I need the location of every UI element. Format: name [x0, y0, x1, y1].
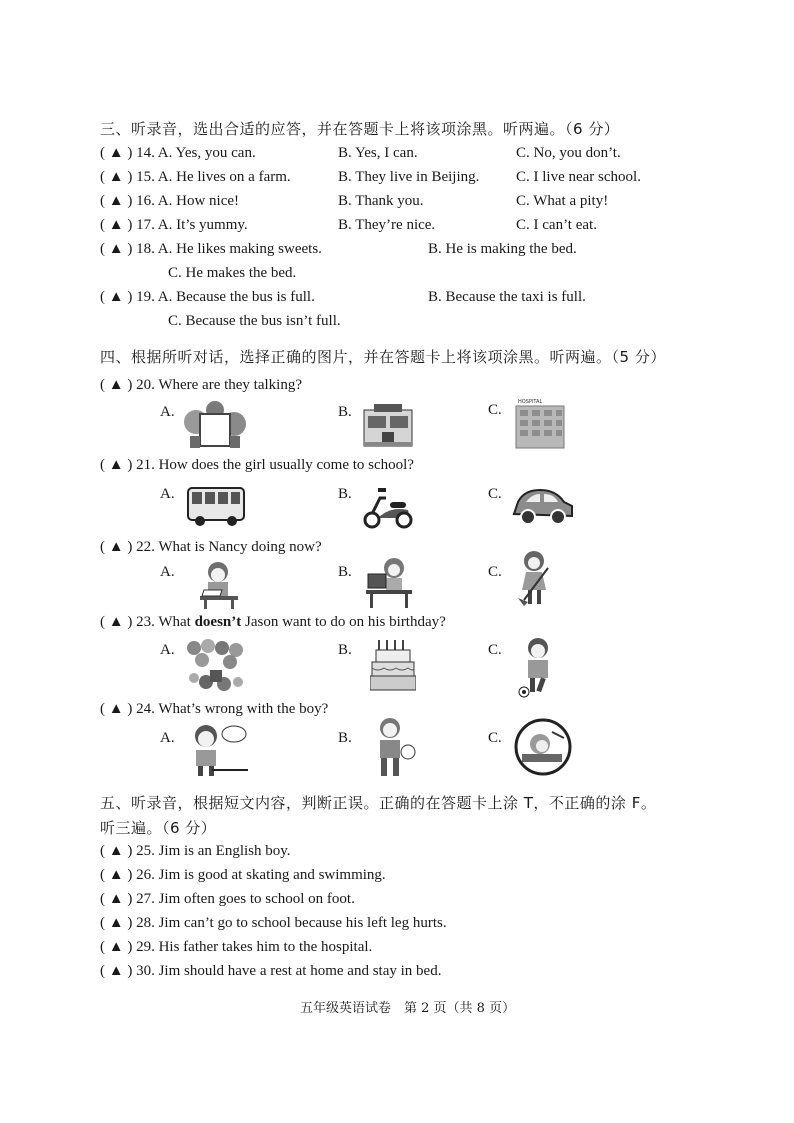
q16-option-b: B. Thank you. — [338, 193, 424, 209]
answer-mark: ( ▲ ) — [100, 145, 133, 161]
question-number: 30. — [136, 963, 155, 979]
answer-mark: ( ▲ ) — [100, 939, 133, 955]
q22-label-a: A. — [160, 564, 175, 580]
question-number: 26. — [136, 867, 155, 883]
question-text: Where are they talking? — [158, 377, 302, 393]
sick-boy-in-bed-picture — [512, 718, 574, 776]
girl-writing-picture — [196, 560, 242, 610]
question-number: 22. — [136, 539, 155, 555]
answer-mark: ( ▲ ) — [100, 377, 133, 393]
q14-option-c: C. No, you don’t. — [516, 145, 621, 161]
option-a: A. Yes, you can. — [157, 145, 256, 161]
section-five-title-line2: 听三遍。（6 分） — [100, 819, 217, 837]
boy-toothache-picture — [186, 722, 250, 778]
question-number: 17. — [136, 217, 155, 233]
hospital-picture — [512, 396, 568, 450]
answer-mark: ( ▲ ) — [100, 289, 133, 305]
bus-picture — [186, 484, 248, 528]
question-text: Jim is good at skating and swimming. — [158, 867, 386, 883]
boy-playing-football-picture — [514, 636, 558, 700]
q22-label-b: B. — [338, 564, 352, 580]
option-a: A. How nice! — [157, 193, 240, 209]
question-26 — [100, 867, 386, 884]
q21-label-c: C. — [488, 486, 502, 502]
q15-option-c: C. I live near school. — [516, 169, 641, 185]
question-22 — [100, 539, 322, 556]
girl-at-computer-picture — [364, 556, 416, 610]
question-text: Jim should have a rest at home and stay in bed. — [158, 963, 442, 979]
q15-option-b: B. They live in Beijing. — [338, 169, 480, 185]
answer-mark: ( ▲ ) — [100, 963, 133, 979]
question-text: Jim is an English boy. — [158, 843, 291, 859]
car-picture — [510, 484, 576, 528]
option-a: A. He likes making sweets. — [157, 241, 322, 257]
section-three-title: 三、听录音，选出合适的应答，并在答题卡上将该项涂黑。听两遍。（6 分） — [100, 120, 620, 138]
question-25 — [100, 843, 291, 860]
question-number: 19. — [136, 289, 155, 305]
question-text: What doesn’t Jason want to do on his birthday? — [158, 614, 446, 630]
question-number: 18. — [136, 241, 155, 257]
birthday-cake-picture — [370, 638, 416, 694]
question-text: What’s wrong with the boy? — [158, 701, 329, 717]
page-footer: 五年级英语试卷 第 2 页（共 8 页） — [300, 1001, 516, 1016]
answer-mark: ( ▲ ) — [100, 217, 133, 233]
answer-mark: ( ▲ ) — [100, 891, 133, 907]
question-17 — [100, 217, 248, 234]
question-number: 29. — [136, 939, 155, 955]
party-balloons-picture — [184, 638, 250, 696]
q18-option-b: B. He is making the bed. — [428, 241, 577, 257]
bookshop-picture — [362, 402, 414, 448]
q21-label-b: B. — [338, 486, 352, 502]
zoo-gate-picture — [182, 400, 248, 450]
question-19 — [100, 289, 315, 306]
option-a: A. He lives on a farm. — [157, 169, 291, 185]
girl-sweeping-picture — [514, 550, 558, 608]
q23-label-a: A. — [160, 642, 175, 658]
q20-label-b: B. — [338, 404, 352, 420]
question-23 — [100, 614, 446, 631]
question-16 — [100, 193, 239, 210]
answer-mark: ( ▲ ) — [100, 169, 133, 185]
option-a: A. It’s yummy. — [157, 217, 248, 233]
q20-label-c: C. — [488, 402, 502, 418]
boy-hurt-picture — [368, 716, 418, 780]
q24-label-b: B. — [338, 730, 352, 746]
question-number: 21. — [136, 457, 155, 473]
question-number: 23. — [136, 614, 155, 630]
question-number: 27. — [136, 891, 155, 907]
q18-option-c: C. He makes the bed. — [168, 265, 297, 281]
question-28 — [100, 915, 447, 932]
answer-mark: ( ▲ ) — [100, 193, 133, 209]
question-14 — [100, 145, 256, 162]
question-24 — [100, 701, 328, 718]
question-number: 16. — [136, 193, 155, 209]
answer-mark: ( ▲ ) — [100, 701, 133, 717]
q19-option-c: C. Because the bus isn’t full. — [168, 313, 341, 329]
q17-option-c: C. I can’t eat. — [516, 217, 597, 233]
q23-label-c: C. — [488, 642, 502, 658]
answer-mark: ( ▲ ) — [100, 614, 133, 630]
question-text: Jim can’t go to school because his left leg hurts. — [158, 915, 447, 931]
answer-mark: ( ▲ ) — [100, 539, 133, 555]
question-18 — [100, 241, 322, 258]
q24-label-c: C. — [488, 730, 502, 746]
q24-label-a: A. — [160, 730, 175, 746]
answer-mark: ( ▲ ) — [100, 241, 133, 257]
scooter-picture — [360, 480, 416, 530]
question-21 — [100, 457, 414, 474]
question-text: His father takes him to the hospital. — [158, 939, 373, 955]
q14-option-b: B. Yes, I can. — [338, 145, 418, 161]
question-20 — [100, 377, 302, 394]
q22-label-c: C. — [488, 564, 502, 580]
question-text: What is Nancy doing now? — [158, 539, 322, 555]
section-four-title: 四、根据所听对话，选择正确的图片，并在答题卡上将该项涂黑。听两遍。（5 分） — [100, 348, 666, 366]
answer-mark: ( ▲ ) — [100, 843, 133, 859]
question-number: 24. — [136, 701, 155, 717]
option-a: A. Because the bus is full. — [157, 289, 315, 305]
question-27 — [100, 891, 355, 908]
question-number: 15. — [136, 169, 155, 185]
q17-option-b: B. They’re nice. — [338, 217, 436, 233]
question-number: 25. — [136, 843, 155, 859]
answer-mark: ( ▲ ) — [100, 867, 133, 883]
question-15 — [100, 169, 291, 186]
hospital-sign: HOSPITAL — [518, 399, 543, 405]
answer-mark: ( ▲ ) — [100, 457, 133, 473]
q16-option-c: C. What a pity! — [516, 193, 609, 209]
q23-label-b: B. — [338, 642, 352, 658]
question-number: 20. — [136, 377, 155, 393]
q21-label-a: A. — [160, 486, 175, 502]
question-number: 28. — [136, 915, 155, 931]
question-number: 14. — [136, 145, 155, 161]
question-text: How does the girl usually come to school? — [158, 457, 414, 473]
q20-label-a: A. — [160, 404, 175, 420]
question-text: Jim often goes to school on foot. — [158, 891, 355, 907]
question-30 — [100, 963, 441, 980]
q19-option-b: B. Because the taxi is full. — [428, 289, 586, 305]
answer-mark: ( ▲ ) — [100, 915, 133, 931]
section-five-title-line1: 五、听录音，根据短文内容，判断正误。正确的在答题卡上涂 T，不正确的涂 F。 — [100, 794, 657, 812]
question-29 — [100, 939, 372, 956]
